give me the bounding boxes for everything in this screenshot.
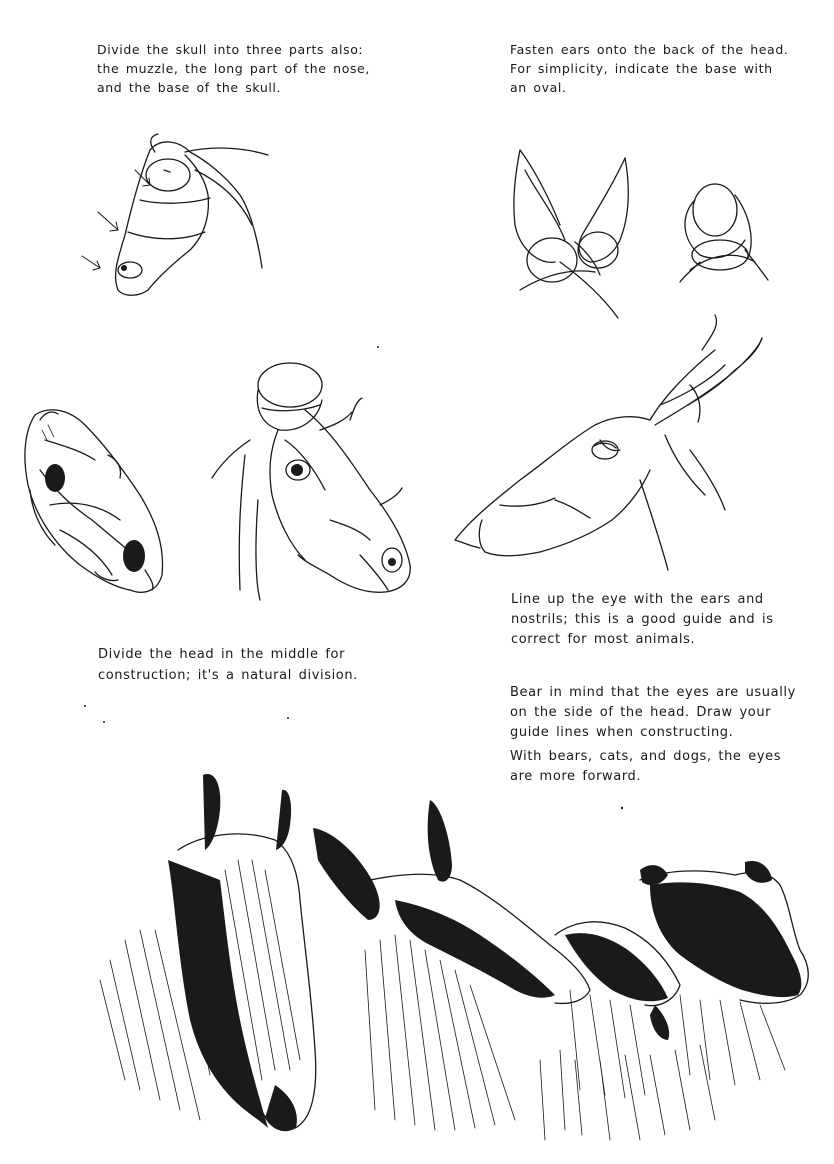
- caption-line: guide lines when constructing.: [510, 725, 734, 740]
- caption-line: and the base of the skull.: [97, 80, 282, 95]
- horse-skull-sketch: [25, 410, 163, 593]
- caption-line: Fasten ears onto the back of the head.: [510, 42, 789, 57]
- caption-line: construction; it's a natural division.: [98, 668, 358, 683]
- caption-line: correct for most animals.: [511, 632, 696, 647]
- paper-specks: [84, 346, 623, 809]
- horse-head-three-parts-sketch: [82, 134, 268, 295]
- caption-line: For simplicity, indicate the base with: [510, 61, 773, 76]
- caption-line: Line up the eye with the ears and: [511, 592, 764, 607]
- caption-line: nostrils; this is a good guide and is: [511, 612, 774, 627]
- caption-line: an oval.: [510, 80, 567, 95]
- deer-head-sketch: [455, 315, 762, 570]
- horse-deer-dog-bear-heads-drawing: [100, 774, 808, 1140]
- caption-line: Divide the head in the middle for: [98, 647, 346, 662]
- caption-line: the muzzle, the long part of the nose,: [97, 61, 370, 76]
- caption-line: With bears, cats, and dogs, the eyes: [510, 749, 782, 764]
- horse-head-construction-sketch: [212, 363, 410, 600]
- ear-construction-ovals-sketch: [514, 150, 768, 318]
- caption-line: Divide the skull into three parts also:: [97, 42, 364, 57]
- caption-line: are more forward.: [510, 769, 642, 784]
- caption-line: Bear in mind that the eyes are usually: [510, 685, 796, 700]
- caption-line: on the side of the head. Draw your: [510, 705, 772, 720]
